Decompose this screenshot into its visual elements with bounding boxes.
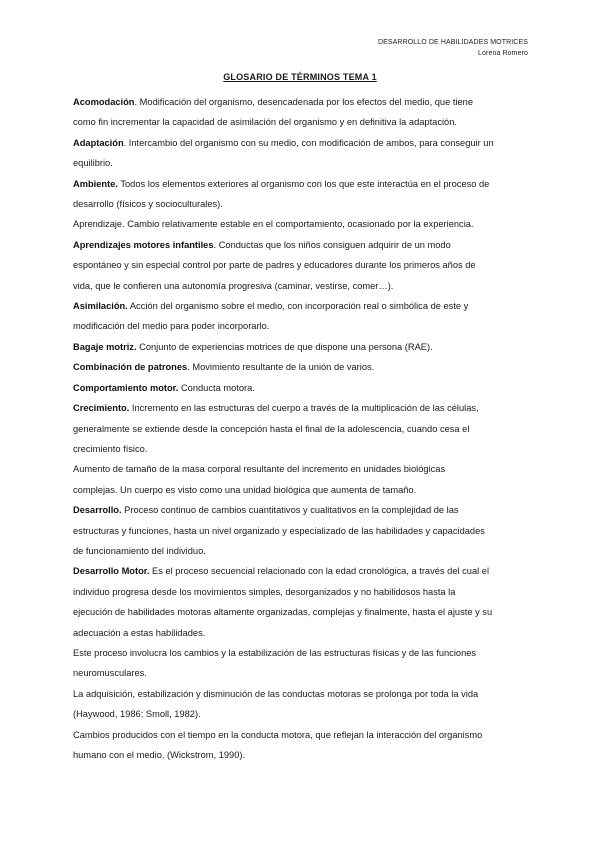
glossary-text: (Haywood, 1986; Smoll, 1982). bbox=[73, 709, 201, 720]
glossary-entry-line-first bbox=[73, 398, 533, 418]
glossary-entry-line bbox=[73, 153, 533, 173]
header-course: DESARROLLO DE HABILIDADES MOTRICES bbox=[377, 39, 528, 46]
glossary-entry-line-first bbox=[73, 643, 533, 663]
glossary-term: Crecimiento. bbox=[73, 403, 130, 414]
glossary-text: humano con el medio. (Wickstrom, 1990). bbox=[73, 750, 246, 760]
glossary-text: Cambios producidos con el tiempo en la conducta motora, que reflejan la interacción del organismo bbox=[73, 729, 483, 740]
glossary-entry-line-first bbox=[73, 378, 533, 398]
glossary-entry-line bbox=[73, 419, 533, 439]
glossary-text: crecimiento físico. bbox=[73, 443, 148, 454]
glossary-text: generalmente se extiende desde la concepción hasta el final de la adolescencia, cuando cesa el bbox=[73, 423, 470, 434]
glossary-text: Acción del organismo sobre el medio, con incorporación real o simbólica de este y bbox=[127, 301, 469, 312]
glossary-text: La adquisición, estabilización y disminución de las conductas motoras se prolonga por toda la vida bbox=[73, 688, 479, 699]
page-title: GLOSARIO DE TÉRMINOS TEMA 1 bbox=[223, 72, 377, 82]
glossary-entry-line-first bbox=[73, 500, 533, 520]
glossary-text: equilibrio. bbox=[73, 158, 113, 169]
glossary-text: Proceso continuo de cambios cuantitativos y cualitativos en la complejidad de las bbox=[121, 505, 459, 516]
glossary-entry-line bbox=[73, 602, 533, 622]
glossary-entry-line-first bbox=[73, 561, 533, 581]
glossary-text: . Modificación del organismo, desencadenada por los efectos del medio, que tiene bbox=[134, 97, 473, 107]
glossary-entry-line-first bbox=[73, 684, 533, 704]
glossary-text: complejas. Un cuerpo es visto como una unidad biológica que aumenta de tamaño. bbox=[73, 484, 417, 495]
glossary-term: Bagaje motriz. bbox=[73, 341, 137, 352]
glossary-entry-line-first bbox=[73, 357, 533, 377]
glossary-term: Comportamiento motor. bbox=[73, 382, 179, 393]
glossary-term: Combinación de patrones bbox=[73, 362, 188, 373]
glossary-entry-line bbox=[73, 316, 533, 336]
glossary-entry-line-first bbox=[73, 296, 533, 316]
header-author: Lorena Romero bbox=[478, 50, 528, 57]
glossary-entry-line bbox=[73, 112, 533, 132]
glossary-entry-line bbox=[73, 663, 533, 683]
glossary-term: Adaptación bbox=[73, 137, 124, 148]
glossary-text: Aprendizaje. Cambio relativamente estable en el comportamiento, ocasionado por la experiencia. bbox=[73, 219, 474, 230]
glossary-entry-line bbox=[73, 745, 533, 765]
glossary-entry-line bbox=[73, 582, 533, 602]
glossary-entry-line bbox=[73, 194, 533, 214]
glossary-text: . Intercambio del organismo con su medio, con modificación de ambos, para conseguir un bbox=[123, 137, 494, 148]
glossary-entry-line-first bbox=[73, 725, 533, 745]
glossary-text: Incremento en las estructuras del cuerpo a través de la multiplicación de las células, bbox=[129, 403, 479, 414]
glossary-term: Acomodación bbox=[73, 97, 135, 107]
glossary-text: Todos los elementos exteriores al organismo con los que este interactúa en el proceso de bbox=[117, 178, 490, 189]
glossary-entry-line bbox=[73, 521, 533, 541]
glossary-entry-line-first bbox=[73, 459, 533, 479]
glossary-entry-line bbox=[73, 480, 533, 500]
glossary-entry-line bbox=[73, 276, 533, 296]
glossary-text: vida, que le confieren una autonomía progresiva (caminar, vestirse, comer…). bbox=[73, 280, 394, 291]
glossary-entry-line-first bbox=[73, 133, 533, 153]
glossary-entry-line bbox=[73, 623, 533, 643]
glossary-text: estructuras y funciones, hasta un nivel organizado y especializado de las habilidades y capacidades bbox=[73, 525, 485, 536]
glossary-text: individuo progresa desde los movimientos simples, desorganizados y no habilidosos hasta la bbox=[73, 586, 456, 597]
glossary-text: . Conductas que los niños consiguen adquirir de un modo bbox=[213, 239, 451, 250]
glossary-text: como fin incrementar la capacidad de asimilación del organismo y en definitiva la adaptación. bbox=[73, 117, 457, 128]
glossary-term: Ambiente. bbox=[73, 178, 118, 189]
glossary-text: espontáneo y sin especial control por parte de padres y educadores durante los primeros años de bbox=[73, 260, 476, 271]
glossary-entry-line bbox=[73, 255, 533, 275]
glossary-term: Asimilación. bbox=[73, 301, 128, 312]
glossary-text: . Movimiento resultante de la unión de varios. bbox=[187, 362, 375, 373]
glossary-text: Conjunto de experiencias motrices de que dispone una persona (RAE). bbox=[136, 341, 433, 352]
glossary-text: adecuación a estas habilidades. bbox=[73, 627, 206, 638]
glossary-text: Aumento de tamaño de la masa corporal resultante del incremento en unidades biológicas bbox=[73, 464, 446, 475]
glossary-entry-line-first bbox=[73, 337, 533, 357]
glossary-entry-line bbox=[73, 541, 533, 561]
glossary-text: desarrollo (físicos y socioculturales). bbox=[73, 199, 223, 210]
glossary-body bbox=[73, 92, 533, 765]
glossary-entry-line-first bbox=[73, 174, 533, 194]
glossary-text: modificación del medio para poder incorporarlo. bbox=[73, 321, 270, 332]
glossary-text: de funcionamiento del individuo. bbox=[73, 545, 206, 556]
glossary-entry-line bbox=[73, 704, 533, 724]
glossary-entry-line bbox=[73, 439, 533, 459]
glossary-entry-line-first bbox=[73, 92, 533, 112]
glossary-text: ejecución de habilidades motoras altamente organizadas, complejas y finalmente, hasta el ajuste y su bbox=[73, 607, 493, 618]
glossary-term: Desarrollo Motor. bbox=[73, 566, 150, 577]
glossary-text: Conducta motora. bbox=[178, 382, 255, 393]
glossary-term: Aprendizajes motores infantiles bbox=[73, 239, 214, 250]
glossary-entry-line-first bbox=[73, 214, 533, 234]
glossary-entry-line-first bbox=[73, 235, 533, 255]
glossary-text: Es el proceso secuencial relacionado con la edad cronológica, a través del cual el bbox=[149, 566, 490, 577]
glossary-term: Desarrollo. bbox=[73, 505, 122, 516]
glossary-text: Este proceso involucra los cambios y la estabilización de las estructuras físicas y de las funciones bbox=[73, 647, 477, 658]
page-header bbox=[378, 37, 528, 59]
glossary-text: neuromusculares. bbox=[73, 668, 147, 679]
